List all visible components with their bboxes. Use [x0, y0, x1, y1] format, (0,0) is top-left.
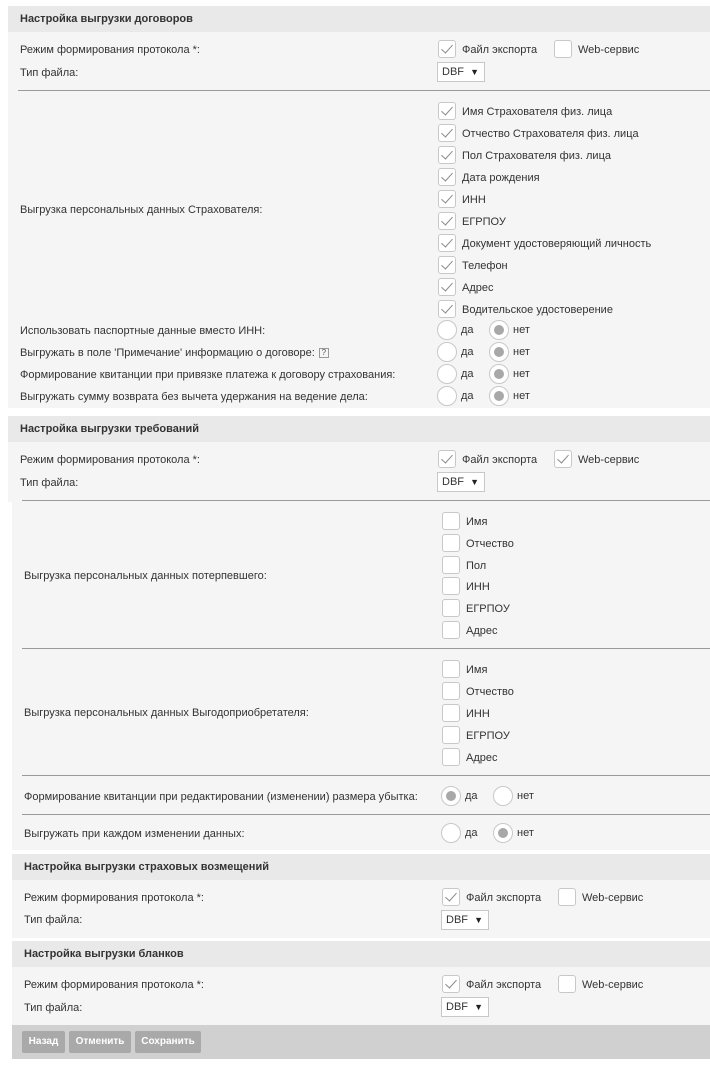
contracts-personal-item-checkbox[interactable]: [438, 212, 456, 230]
claims-victim-item-label: Имя: [466, 516, 488, 528]
compensations-file-type-select[interactable]: [441, 910, 489, 930]
claims-receipt-edit-yes-label: да: [465, 790, 478, 802]
blanks-mode-label: Режим формирования протокола *:: [24, 979, 204, 991]
chevron-down-icon: ▼: [474, 1002, 483, 1012]
claims-web-service-label: Web-сервис: [578, 454, 640, 466]
contracts-mode-label: Режим формирования протокола *:: [20, 44, 200, 56]
help-icon[interactable]: ?: [319, 348, 329, 358]
contracts-refund-no-radio[interactable]: [489, 386, 509, 406]
blanks-section-title: Настройка выгрузки бланков: [12, 941, 710, 967]
back-button[interactable]: Назад: [22, 1031, 65, 1053]
compensations-section-title: Настройка выгрузки страховых возмещений: [12, 854, 710, 880]
contracts-personal-item-label: ИНН: [462, 194, 486, 206]
claims-victim-item-label: Отчество: [466, 537, 514, 550]
contracts-personal-item-checkbox[interactable]: [438, 300, 456, 318]
claims-beneficiary-item-checkbox[interactable]: [442, 726, 460, 744]
contracts-personal-item-checkbox[interactable]: [438, 146, 456, 164]
contracts-receipt-yes-label: да: [461, 368, 474, 380]
contracts-receipt-question: Формирование квитанции при привязке платежа к договору страхования:: [20, 369, 396, 381]
claims-beneficiary-label: Выгрузка персональных данных Выгодоприобретателя:: [24, 707, 309, 719]
claims-victim-item-checkbox[interactable]: [442, 556, 460, 574]
claims-receipt-edit-question: Формирование квитанции при редактировании (изменении) размера убытка:: [24, 791, 418, 803]
divider: [22, 814, 710, 815]
claims-victim-item-checkbox[interactable]: [442, 621, 460, 639]
claims-file-type-select[interactable]: [437, 472, 485, 492]
contracts-personal-item-checkbox[interactable]: [438, 168, 456, 186]
claims-each-change-no-radio[interactable]: [493, 823, 513, 843]
contracts-file-type-value: DBF: [442, 66, 464, 78]
claims-file-export-label: Файл экспорта: [462, 454, 538, 466]
contracts-receipt-no-radio[interactable]: [489, 364, 509, 384]
contracts-personal-item-label: Документ удостоверяющий личность: [462, 238, 652, 250]
contracts-personal-item-label: Телефон: [462, 260, 508, 272]
contracts-note-no-radio[interactable]: [489, 342, 509, 362]
divider: [22, 648, 710, 649]
claims-victim-item-checkbox[interactable]: [442, 534, 460, 552]
claims-mode-label: Режим формирования протокола *:: [20, 454, 200, 466]
blanks-web-service-label: Web-сервис: [582, 979, 644, 991]
contracts-passport-no-label: нет: [513, 324, 530, 336]
claims-victim-item-label: ЕГРПОУ: [466, 603, 510, 616]
contracts-personal-item-checkbox[interactable]: [438, 124, 456, 142]
contracts-personal-item-checkbox[interactable]: [438, 256, 456, 274]
blanks-file-export-checkbox[interactable]: [442, 975, 460, 993]
contracts-passport-yes-radio[interactable]: [437, 320, 457, 340]
chevron-down-icon: ▼: [470, 67, 479, 77]
contracts-refund-no-label: нет: [513, 390, 530, 402]
chevron-down-icon: ▼: [470, 477, 479, 487]
contracts-personal-item-checkbox[interactable]: [438, 190, 456, 208]
contracts-personal-item-checkbox[interactable]: [438, 234, 456, 252]
claims-victim-item-checkbox[interactable]: [442, 577, 460, 595]
contracts-web-service-label: Web-сервис: [578, 44, 640, 56]
contracts-file-export-label: Файл экспорта: [462, 44, 538, 56]
contracts-file-type-select[interactable]: [437, 62, 485, 82]
claims-victim-item-label: Адрес: [466, 625, 498, 637]
claims-receipt-edit-yes-radio[interactable]: [441, 786, 461, 806]
claims-beneficiary-item-label: Имя: [466, 664, 488, 676]
claims-beneficiary-item-checkbox[interactable]: [442, 748, 460, 766]
contracts-personal-item-label: ЕГРПОУ: [462, 216, 506, 228]
claims-each-change-yes-label: да: [465, 827, 478, 839]
contracts-section-title: Настройка выгрузки договоров: [8, 6, 710, 32]
claims-each-change-question: Выгружать при каждом изменении данных:: [24, 828, 245, 840]
blanks-file-export-label: Файл экспорта: [466, 979, 542, 991]
contracts-receipt-no-label: нет: [513, 368, 530, 380]
claims-victim-item-label: Пол: [466, 559, 487, 572]
contracts-note-question: [20, 346, 329, 360]
chevron-down-icon: ▼: [474, 915, 483, 925]
contracts-personal-item-label: Пол Страхователя физ. лица: [462, 150, 611, 162]
claims-beneficiary-item-checkbox[interactable]: [442, 660, 460, 678]
compensations-mode-label: Режим формирования протокола *:: [24, 892, 204, 904]
contracts-refund-question: Выгружать сумму возврата без вычета удержания на ведение дела:: [20, 391, 368, 403]
contracts-passport-question: Использовать паспортные данные вместо ИНН:: [20, 325, 266, 337]
claims-beneficiary-item-label: Отчество: [466, 686, 514, 698]
contracts-refund-yes-label: да: [461, 390, 474, 402]
claims-file-export-checkbox[interactable]: [438, 450, 456, 468]
claims-beneficiary-item-label: ЕГРПОУ: [466, 730, 510, 742]
contracts-passport-yes-label: да: [461, 324, 474, 336]
divider: [22, 500, 710, 501]
contracts-note-yes-radio[interactable]: [437, 342, 457, 362]
contracts-personal-item-label: Отчество Страхователя физ. лица: [462, 128, 639, 140]
compensations-file-type-label: Тип файла:: [24, 914, 83, 926]
claims-victim-label: Выгрузка персональных данных потерпевшего:: [24, 570, 267, 582]
claims-receipt-edit-no-label: нет: [517, 790, 534, 802]
claims-victim-item-checkbox[interactable]: [442, 599, 460, 617]
divider: [22, 775, 710, 776]
contracts-personal-item-label: Водительское удостоверение: [462, 304, 613, 316]
compensations-file-export-label: Файл экспорта: [466, 892, 542, 904]
claims-beneficiary-item-checkbox[interactable]: [442, 682, 460, 700]
blanks-file-type-label: Тип файла:: [24, 1002, 83, 1014]
contracts-note-question-text: Выгружать в поле 'Примечание' информацию о договоре:: [20, 347, 315, 359]
divider: [18, 90, 710, 91]
contracts-web-service-checkbox[interactable]: [554, 40, 572, 58]
contracts-personal-label: Выгрузка персональных данных Страхователя:: [20, 204, 263, 216]
contracts-file-export-checkbox[interactable]: [438, 40, 456, 58]
claims-section-title: Настройка выгрузки требований: [8, 416, 710, 442]
claims-receipt-edit-no-radio[interactable]: [493, 786, 513, 806]
contracts-personal-item-label: Адрес: [462, 282, 494, 294]
contracts-file-type-label: Тип файла:: [20, 67, 79, 79]
claims-beneficiary-item-label: ИНН: [466, 708, 490, 720]
blanks-web-service-checkbox[interactable]: [558, 975, 576, 993]
claims-each-change-yes-radio[interactable]: [441, 823, 461, 843]
contracts-receipt-yes-radio[interactable]: [437, 364, 457, 384]
claims-each-change-no-label: нет: [517, 827, 534, 839]
compensations-web-service-checkbox[interactable]: [558, 888, 576, 906]
contracts-note-yes-label: да: [461, 346, 474, 358]
claims-victim-item-label: ИНН: [466, 581, 490, 594]
claims-web-service-checkbox[interactable]: [554, 450, 572, 468]
cancel-button[interactable]: Отменить: [69, 1031, 131, 1053]
claims-beneficiary-item-label: Адрес: [466, 752, 498, 764]
compensations-file-type-value: DBF: [446, 914, 468, 926]
contracts-personal-item-checkbox[interactable]: [438, 278, 456, 296]
claims-beneficiary-item-checkbox[interactable]: [442, 704, 460, 722]
contracts-note-no-label: нет: [513, 346, 530, 358]
contracts-refund-yes-radio[interactable]: [437, 386, 457, 406]
blanks-file-type-value: DBF: [446, 1001, 468, 1013]
compensations-web-service-label: Web-сервис: [582, 892, 644, 904]
save-button[interactable]: Сохранить: [135, 1031, 201, 1053]
contracts-personal-item-label: Дата рождения: [462, 172, 540, 184]
claims-file-type-value: DBF: [442, 476, 464, 488]
claims-victim-item-checkbox[interactable]: [442, 512, 460, 530]
compensations-file-export-checkbox[interactable]: [442, 888, 460, 906]
blanks-file-type-select[interactable]: [441, 997, 489, 1017]
contracts-personal-item-label: Имя Страхователя физ. лица: [462, 106, 613, 118]
contracts-personal-item-checkbox[interactable]: [438, 102, 456, 120]
contracts-passport-no-radio[interactable]: [489, 320, 509, 340]
claims-file-type-label: Тип файла:: [20, 477, 79, 489]
